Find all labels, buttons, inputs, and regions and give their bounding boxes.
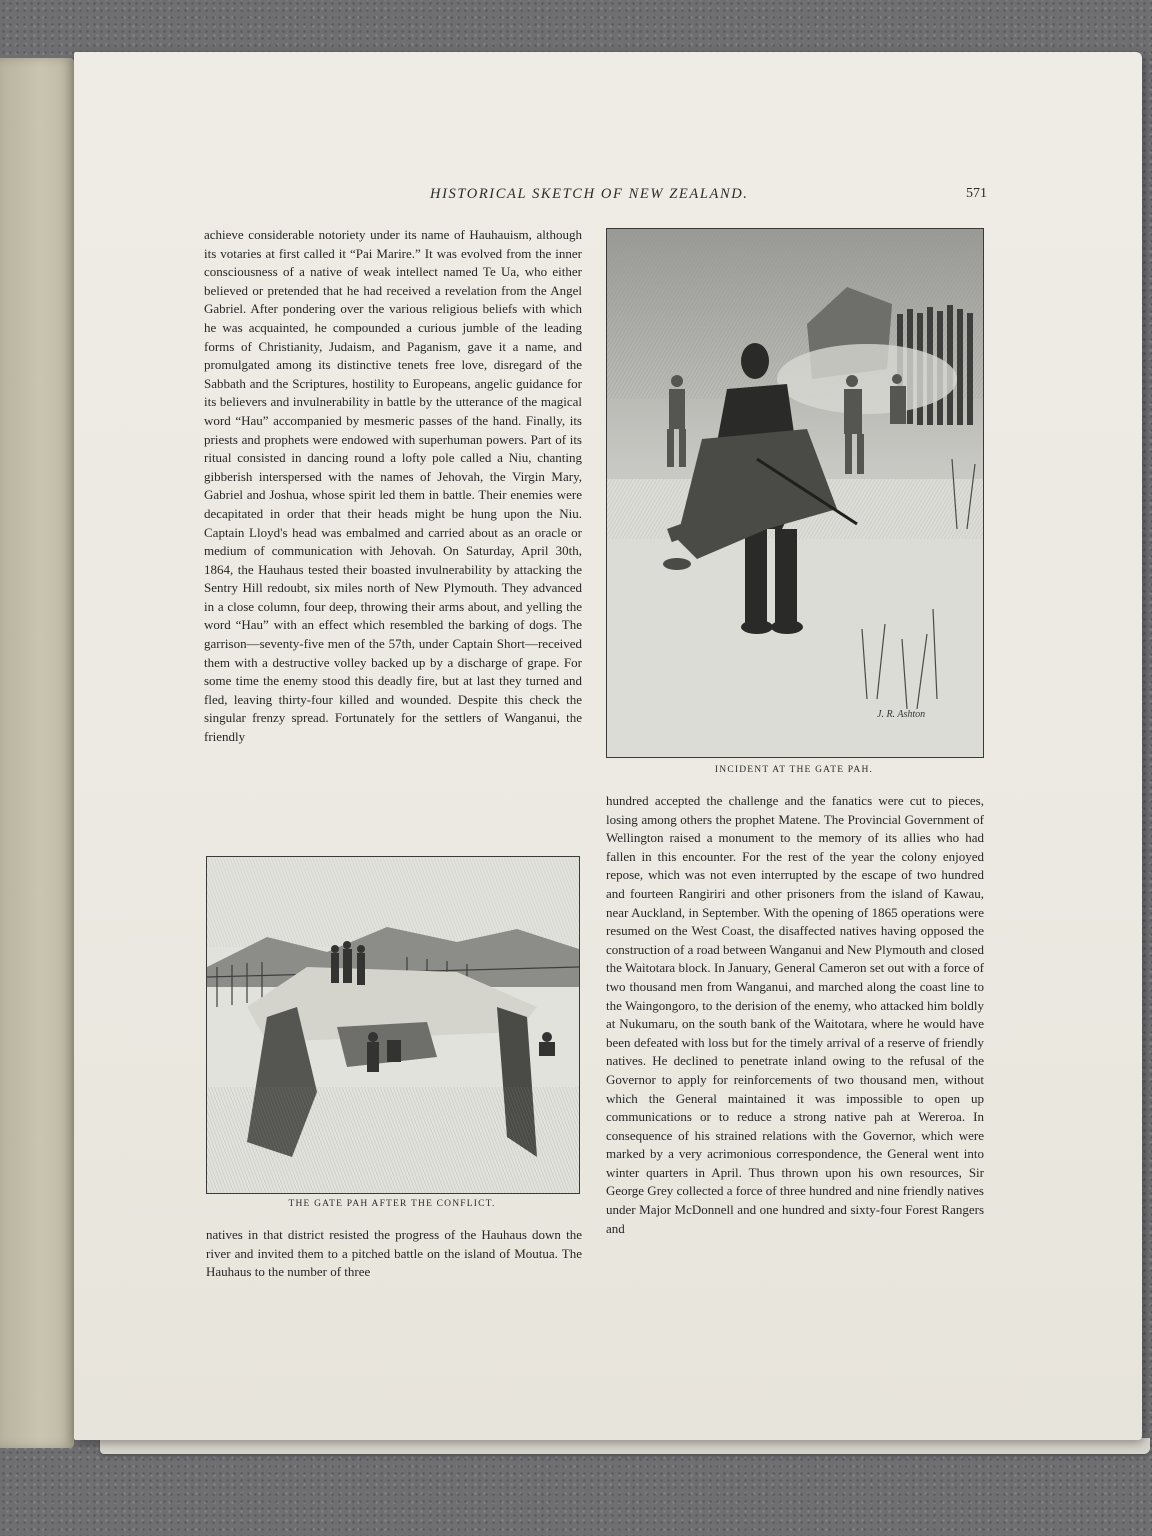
body-paragraph: natives in that district resisted the progress of the Hauhaus down the river and invited them to a pitched battle on the island of Moutua. The Hauhaus to the number of three [206,1227,582,1280]
figure-caption-2: THE GATE PAH AFTER THE CONFLICT. [288,1199,496,1209]
facing-page-edge [0,58,74,1448]
page-stack-edge [100,1438,1150,1454]
figure-caption-1: INCIDENT AT THE GATE PAH. [714,765,874,775]
engraving-soldier-carrying-comrade [607,229,983,757]
illustration-gate-pah-after-conflict [206,856,580,1194]
illustration-incident-at-gate-pah [606,228,984,758]
running-title: HISTORICAL SKETCH OF NEW ZEALAND. [430,186,749,202]
body-paragraph: achieve considerable notoriety under its name of Hauhauism, although its votaries at first called it “Pai Marire.” It was evolved from the inner consciousness of a native of weak intellect named Te Ua, who either believed or pretended that he had received a revelation from the Angel Gabriel. After pondering over the various religious beliefs with which he was acquainted, he compounded a curious jumble of the leading forms of Christianity, Judaism, and Paganism, gave it a name, and promulgated among its distinctive tenets free love, disregard of the Sabbath and the Scriptures, hostility to Europeans, angelic guidance for its believers and invulnerability in battle by the utterance of the magical word “Hau” accompanied by mesmeric passes of the hand. Finally, its priests and prophets were endowed with superhuman powers. Part of its ritual consisted in dancing round a lofty pole called a Niu, chanting gibberish interspersed with the names of Jehovah, the Virgin Mary, Gabriel and Joshua, whose spirit led them in battle. Their enemies were decapitated in order that their heads might be hung upon the Niu. Captain Lloyd's head was embalmed and carried about as an oracle or medium of communication with Jehovah. On Saturday, April 30th, 1864, the Hauhaus tested their boasted invulnerability by attacking the Sentry Hill redoubt, six miles north of New Plymouth. They advanced in a close column, four deep, throwing their arms about, and yelling the word “Hau” with an effect which resembled the barking of dogs. The garrison—seventy-five men of the 57th, under Captain Short—received them with a destructive volley backed up by a discharge of grape. For some time the enemy stood this deadly fire, but at last they turned and fled, leaving thirty-four killed and wounded. Despite this check the singular frenzy spread. Fortunately for the settlers of Wanganui, the friendly [204,227,582,745]
artist-signature: J. R. Ashton [877,709,926,720]
text-column-left-bottom [206,1226,582,1282]
body-paragraph: hundred accepted the challenge and the fanatics were cut to pieces, losing among others the prophet Matene. The Provincial Government of Wellington raised a monument to the memory of its allies who had fallen in this encounter. For the rest of the year the colony enjoyed repose, which was not even interrupted by the escape of two hundred and fourteen Rangiriri and other prisoners from the island of Kawau, near Auckland, in September. With the opening of 1865 operations were resumed on the West Coast, the disaffected natives having opposed the construction of a road between Wanganui and New Plymouth and closed the Waitotara block. In January, General Cameron set out with a force of two thousand men from Wanganui, and marched along the coast line to the Waingongoro, to the derision of the enemy, who attacked him boldly at Nukumaru, on the south bank of the Waitotara, where he would have been defeated with loss but for the timely arrival of a reserve of friendly natives. He declined to penetrate inland owing to the refusal of the Governor to apply for reinforcements of two thousand men, without which the General maintained it was impossible to open up communications or to reduce a strong native pah at Wereroa. In consequence of his strained relations with the Governor, which were marked by a very acrimonious correspondence, the General went into winter quarters in April. Thus thrown upon his own resources, Sir George Grey collected a force of three hundred and nine friendly natives under Major McDonnell and one hundred and sixty-four Forest Rangers and [606,793,984,1236]
engraving-ruined-trenches [207,857,579,1193]
text-column-left-top [204,226,582,747]
text-column-right [606,792,984,1238]
page-number: 571 [966,186,987,201]
